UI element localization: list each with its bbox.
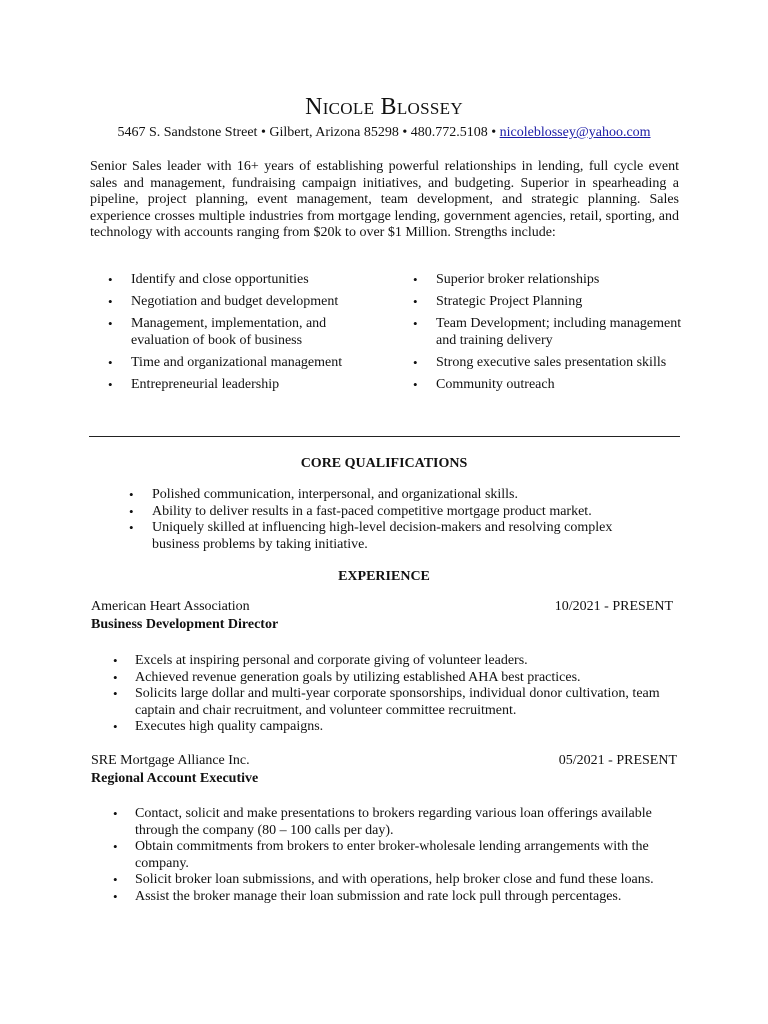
list-item: • Polished communication, interpersonal, and organizational skills. [152,487,662,504]
candidate-name: Nicole Blossey [305,94,463,120]
list-item: • Community outreach [436,377,686,394]
job-dates: 10/2021 - PRESENT [554,599,673,614]
experience-heading: EXPERIENCE [338,569,430,584]
list-item: • Ability to deliver results in a fast-paced competitive mortgage product market. [152,504,662,521]
list-item: • Uniquely skilled at influencing high-level decision-makers and resolving complex business problems by taking initiative. [152,520,662,553]
list-item: • Strong executive sales presentation skills [436,355,686,372]
list-item: • Solicits large dollar and multi-year corporate sponsorships, individual donor cultivation, team captain and chair recruitment, and volunteer committee recruitment. [135,686,665,719]
list-item: • Negotiation and budget development [131,294,381,311]
list-item: • Strategic Project Planning [436,294,686,311]
contact-details: 5467 S. Sandstone Street • Gilbert, Arizona 85298 • 480.772.5108 • [117,125,497,140]
list-item: • Contact, solicit and make presentations to brokers regarding various loan offerings available through the company (80 – 100 calls per day). [135,806,655,839]
list-item: • Identify and close opportunities [131,272,381,289]
strengths-list-right [436,272,686,399]
job-dates: 05/2021 - PRESENT [558,753,677,768]
job-title: Regional Account Executive [91,771,259,786]
strengths-list-left [131,272,381,399]
job-duties-list [135,806,655,905]
section-divider [89,436,680,437]
contact-line [0,125,768,142]
job-organization: SRE Mortgage Alliance Inc. [91,753,250,768]
list-item: • Entrepreneurial leadership [131,377,381,394]
list-item: • Excels at inspiring personal and corporate giving of volunteer leaders. [135,653,665,670]
job-duties-list [135,653,665,736]
job-title: Business Development Director [91,617,279,632]
core-qualifications-heading: CORE QUALIFICATIONS [300,456,468,471]
list-item: • Management, implementation, and evaluation of book of business [131,316,381,349]
list-item: • Superior broker relationships [436,272,686,289]
email-link[interactable]: nicoleblossey@yahoo.com [499,125,651,140]
list-item: • Achieved revenue generation goals by utilizing established AHA best practices. [135,670,665,687]
job-organization: American Heart Association [91,599,250,614]
list-item: • Team Development; including management and training delivery [436,316,686,349]
list-item: • Obtain commitments from brokers to enter broker-wholesale lending arrangements with the company. [135,839,655,872]
list-item: • Executes high quality campaigns. [135,719,665,736]
list-item: • Solicit broker loan submissions, and with operations, help broker close and fund these loans. [135,872,655,889]
list-item: • Assist the broker manage their loan submission and rate lock pull through percentages. [135,889,655,906]
list-item: • Time and organizational management [131,355,381,372]
summary-paragraph: Senior Sales leader with 16+ years of establishing powerful relationships in lending, full cycle event sales and management, fundraising campaign initiatives, and budgeting. Superior in spearheading a pipeline, project planning, event management, team development, and strategic planning. Sales experience crosses multiple industries from mortgage lending, government agencies, retail, sporting, and technology with accounts ranging from $20k to over $1 Million. Strengths include: [90,159,679,241]
core-qualifications-list [152,487,662,553]
